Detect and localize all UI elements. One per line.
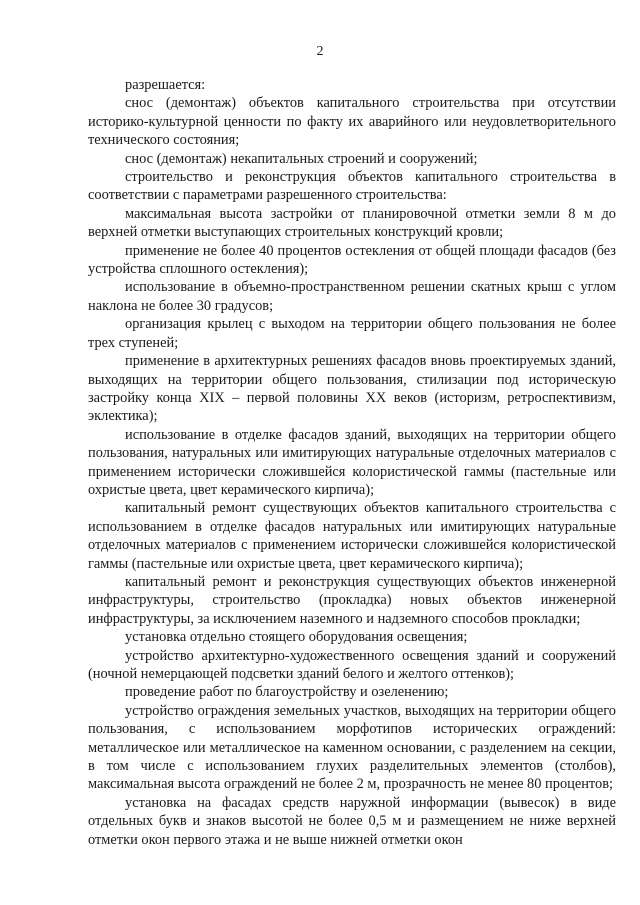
- paragraph: применение в архитектурных решениях фасадов вновь проектируемых зданий, выходящих на территории общего пользования, стилизации под историческую застройку конца XIX – первой половины XX веков (историзм, ретроспективизм, эклектика);: [88, 353, 616, 425]
- paragraph: капитальный ремонт и реконструкция существующих объектов инженерной инфраструктуры, строительство (прокладка) новых объектов инженерной инфраструктуры, за исключением наземного и надземного способов прокладки;: [88, 573, 616, 627]
- paragraph: максимальная высота застройки от планировочной отметки земли 8 м до верхней отметки выступающих строительных конструкций кровли;: [88, 205, 616, 241]
- paragraph: использование в объемно-пространственном решении скатных крыш с углом наклона не более 30 градусов;: [88, 279, 616, 314]
- paragraph: организация крылец с выходом на территории общего пользования не более трех ступеней;: [88, 316, 616, 351]
- paragraph: использование в отделке фасадов зданий, выходящих на территории общего пользования, натуральных или имитирующих натуральные отделочных материалов с применением исторически сложившейся колористической гаммы (пастельные или охристые цвета, цвет керамического кирпича);: [88, 426, 616, 498]
- paragraph: проведение работ по благоустройству и озеленению;: [125, 684, 449, 701]
- paragraph: применение не более 40 процентов остекления от общей площади фасадов (без устройства сплошного остекления);: [88, 242, 616, 278]
- paragraph: снос (демонтаж) объектов капитального строительства при отсутствии историко-культурной ценности по факту их аварийного или неудовлетворительного технического состояния;: [88, 95, 616, 149]
- document-body: [88, 76, 616, 849]
- paragraph: установка на фасадах средств наружной информации (вывесок) в виде отдельных букв и знаков высотой не более 0,5 м и размещением не ниже верхней отметки окон первого этажа и не выше нижней отметки окон: [88, 794, 616, 848]
- paragraph: капитальный ремонт существующих объектов капитального строительства с использованием в отделке фасадов натуральных или имитирующих натуральные отделочных материалов с применением исторически сложившейся колористической гаммы (пастельные или охристые цвета, цвет керамического кирпича);: [88, 500, 616, 572]
- paragraph: снос (демонтаж) некапитальных строений и сооружений;: [125, 150, 478, 167]
- page-number: 2: [316, 44, 324, 59]
- paragraph: разрешается:: [125, 77, 206, 93]
- paragraph: строительство и реконструкция объектов капитального строительства в соответствии с параметрами разрешенного строительства:: [88, 169, 616, 204]
- paragraph: устройство архитектурно-художественного освещения зданий и сооружений (ночной немерцающей подсветки зданий белого и желтого оттенков);: [88, 647, 616, 682]
- paragraph: устройство ограждения земельных участков, выходящих на территории общего пользования, с использованием морфотипов исторических ограждений: металлическое или металлическое на каменном основании, с разделением на секции, в том числе с использованием глухих разделительных элементов (столбов), максимальная высота ограждений не более 2 м, прозрачность не менее 80 процентов;: [88, 702, 616, 793]
- paragraph: установка отдельно стоящего оборудования освещения;: [125, 629, 468, 646]
